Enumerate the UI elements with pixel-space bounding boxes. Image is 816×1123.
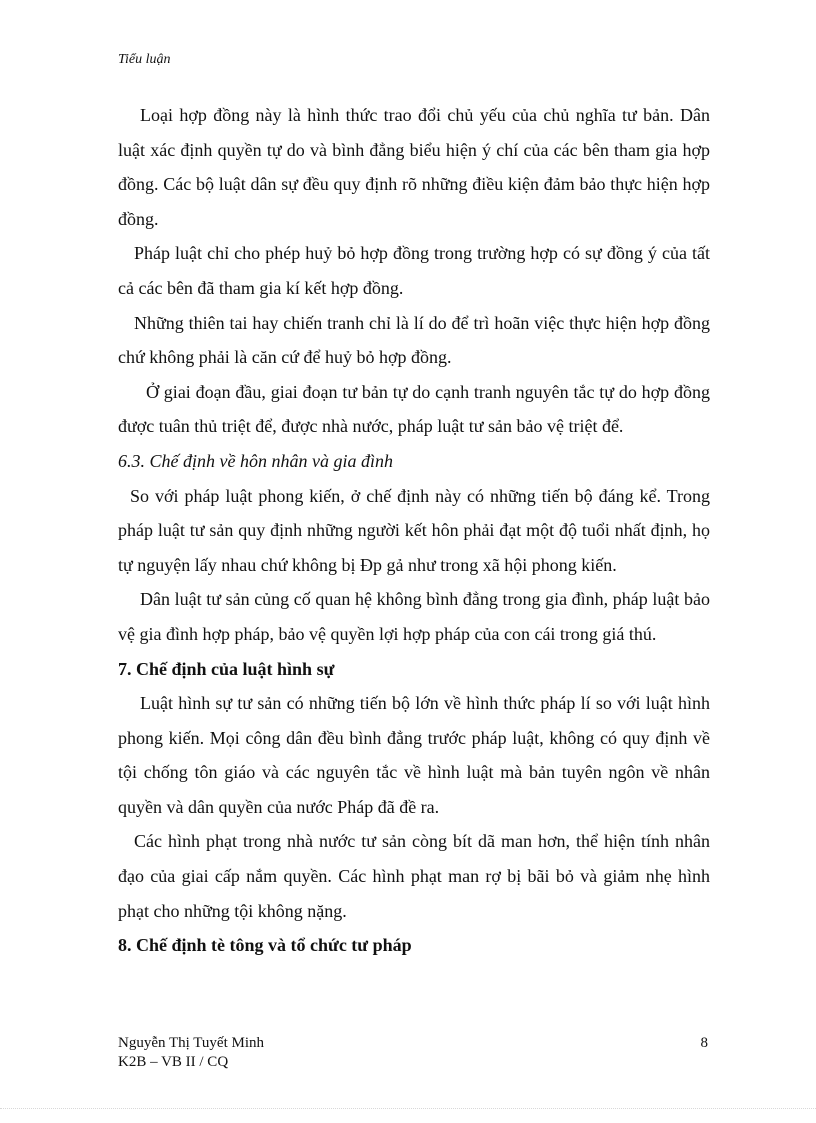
paragraph-punishments: Các hình phạt trong nhà nước tư sản còng bít dã man hơn, thể hiện tính nhân đạo của giai cấp nắm quyền. Các hình phạt man rợ bị bãi bỏ và giảm nhẹ hình phạt cho những tội không nặng. [118, 831, 710, 921]
page-number: 8 [700, 1035, 708, 1051]
section-heading-8: 8. Chế định tè tông và tổ chức tư pháp [118, 935, 412, 956]
page-footer [118, 1034, 708, 1072]
paragraph-contract-cancellation: Pháp luật chỉ cho phép huỷ bỏ hợp đồng trong trường hợp có sự đồng ý của tất cả các bên đã tham gia kí kết hợp đồng. [118, 243, 710, 298]
paragraph-contract-freedom: Loại hợp đồng này là hình thức trao đổi chủ yếu của chủ nghĩa tư bản. Dân luật xác định quyền tự do và bình đẳng biểu hiện ý chí của các bên tham gia hợp đồng. Các bộ luật dân sự đều quy định rõ những điều kiện đảm bảo thực hiện hợp đồng. [118, 105, 710, 229]
paragraph-criminal-law: Luật hình sự tư sản có những tiến bộ lớn về hình thức pháp lí so với luật hình phong kiến. Mọi công dân đều bình đẳng trước pháp luật, không có quy định về tội chống tôn giáo và các nguyên tắc về hình luật mà bản tuyên ngôn về nhân quyền và dân quyền của nước Pháp đã đề ra. [118, 693, 710, 817]
paragraph-early-stage: Ở giai đoạn đầu, giai đoạn tư bản tự do cạnh tranh nguyên tắc tự do hợp đồng được tuân thủ triệt để, được nhà nước, pháp luật tư sản bảo vệ triệt để. [118, 381, 710, 437]
page-header: Tiểu luận [118, 52, 171, 67]
paragraph-force-majeure: Những thiên tai hay chiến tranh chỉ là lí do để trì hoãn việc thực hiện hợp đồng chứ không phải là căn cứ để huỷ bỏ hợp đồng. [118, 312, 710, 368]
page-bottom-divider [0, 1108, 816, 1109]
paragraph-marriage-progress: So với pháp luật phong kiến, ở chế định này có những tiến bộ đáng kể. Trong pháp luật tư sản quy định những người kết hôn phải đạt một độ tuổi nhất định, họ tự nguyện lấy nhau chứ không bị Đp gả như trong xã hội phong kiến. [118, 485, 710, 575]
footer-class-info: K2B – VB II / CQ [118, 1054, 229, 1070]
paragraph-family-inequality: Dân luật tư sản củng cố quan hệ không bình đẳng trong gia đình, pháp luật bảo vệ gia đình hợp pháp, bảo vệ quyền lợi hợp pháp của con cái trong giá thú. [118, 589, 710, 644]
section-heading-7: 7. Chế định của luật hình sự [118, 658, 335, 679]
document-body [118, 98, 710, 963]
footer-author: Nguyễn Thị Tuyết Minh [118, 1035, 264, 1051]
section-heading-6-3: 6.3. Chế định về hôn nhân và gia đình [118, 450, 393, 471]
